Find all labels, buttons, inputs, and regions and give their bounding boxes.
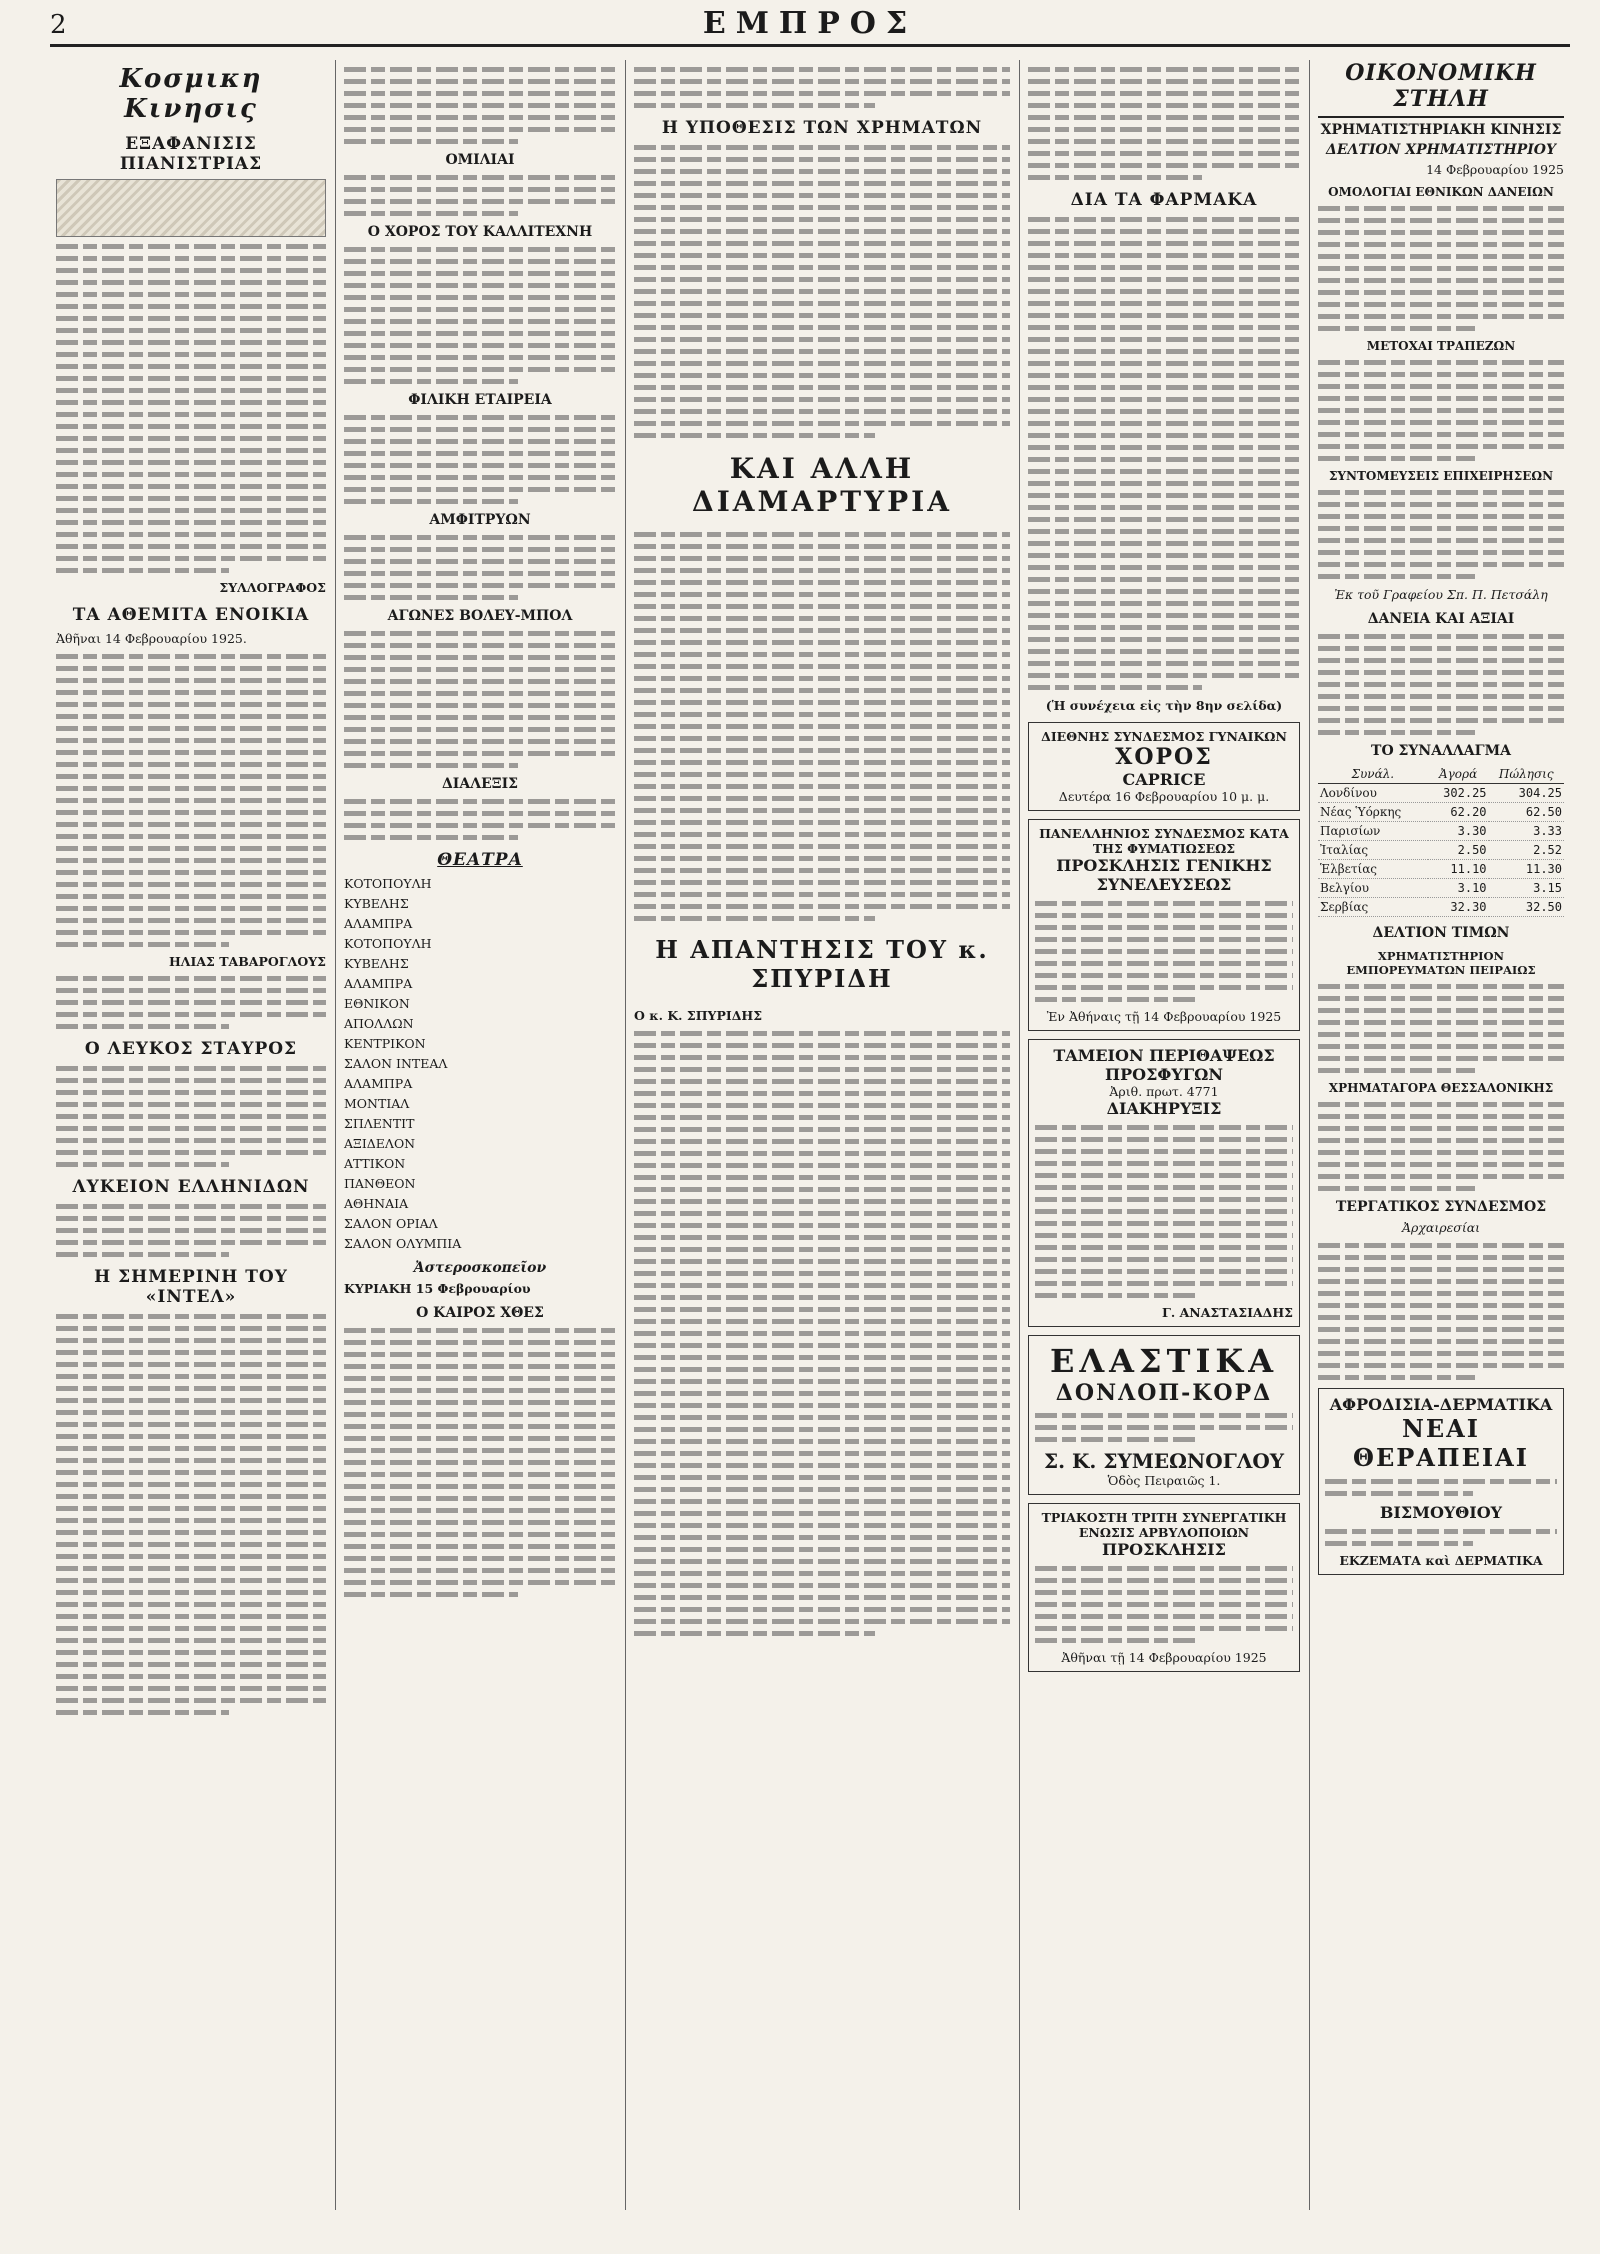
- exchange-cell-name: Βελγίου: [1318, 879, 1428, 898]
- ad-shoemakers: [1028, 1503, 1300, 1672]
- headline-exchange: ΤΟ ΣΥΝΑΛΛΑΓΜΑ: [1371, 743, 1511, 759]
- column-divider: [1309, 60, 1310, 2210]
- column-3: [628, 60, 1016, 2210]
- headline-volleyball: ΑΓΩΝΕΣ ΒΟΛΕΥ-ΜΠΟΛ: [387, 608, 573, 624]
- theatre-listing: ΑΠΟΛΛΩΝ: [344, 1016, 414, 1031]
- headline-money-affair: Η ΥΠΟΘΕΣΙΣ ΤΩΝ ΧΡΗΜΑΤΩΝ: [661, 118, 983, 138]
- headline-friendly-society: ΦΙΛΙΚΗ ΕΤΑΙΡΕΙΑ: [408, 392, 552, 408]
- article-body: [634, 1031, 1010, 1636]
- bulletin-title: ΔΕΛΤΙΟΝ ΧΡΗΜΑΤΙΣΤΗΡΙΟΥ: [1326, 142, 1556, 158]
- theatre-listing: ΚΟΤΟΠΟΥΛΗ: [344, 876, 432, 891]
- signature: ΣΥΛΛΟΓΡΑΦΟΣ: [219, 580, 326, 595]
- exchange-cell-sell: 62.50: [1489, 803, 1564, 822]
- article-body: [56, 654, 326, 947]
- ad-subtitle: ΝΕΑΙ ΘΕΡΑΠΕΙΑΙ: [1353, 1414, 1529, 1472]
- column-divider: [335, 60, 336, 2210]
- table-row: [1318, 879, 1564, 898]
- table-row: [1318, 803, 1564, 822]
- ad-title: ΠΡΟΣΚΛΗΣΙΣ ΓΕΝΙΚΗΣ ΣΥΝΕΛΕΥΣΕΩΣ: [1056, 856, 1272, 894]
- salonica-heading: ΧΡΗΜΑΤΑΓΟΡΑ ΘΕΣΣΑΛΟΝΙΚΗΣ: [1328, 1081, 1554, 1095]
- exchange-cell-buy: 11.10: [1428, 860, 1489, 879]
- article-body: [634, 145, 1010, 438]
- column-divider: [625, 60, 626, 2210]
- ad-tuberculosis-union: [1028, 819, 1300, 1031]
- theatre-listing: ΑΛΑΜΠΡΑ: [344, 916, 413, 931]
- exchange-cell-sell: 3.33: [1489, 822, 1564, 841]
- exchange-cell-buy: 302.25: [1428, 784, 1489, 803]
- headline-prices: ΔΕΛΤΙΟΝ ΤΙΜΩΝ: [1372, 925, 1510, 941]
- headline-medicines: ΔΙΑ ΤΑ ΦΑΡΜΑΚΑ: [1070, 190, 1258, 210]
- ad-body: ΕΚΖΕΜΑΤΑ καὶ ΔΕΡΜΑΤΙΚΑ: [1339, 1553, 1543, 1568]
- headline-weather: Ο ΚΑΙΡΟΣ ΧΘΕΣ: [416, 1305, 544, 1321]
- financial-column-title: ΟΙΚΟΝΟΜΙΚΗ ΣΤΗΛΗ: [1318, 60, 1564, 118]
- headline-lyceum: ΛΥΚΕΙΟΝ ΕΛΛΗΝΙΔΩΝ: [72, 1177, 310, 1197]
- ad-venue: CAPRICE: [1122, 770, 1206, 789]
- masthead-rule: [50, 44, 1570, 47]
- theatre-listing: ΑΘΗΝΑΙΑ: [344, 1196, 409, 1211]
- continuation-note: (Ἡ συνέχεια εἰς τὴν 8ην σελίδα): [1045, 698, 1283, 713]
- masthead: [50, 0, 1570, 52]
- headline-pianist: ΕΞΑΦΑΝΙΣΙΣ ΠΙΑΝΙΣΤΡΙΑΣ: [119, 134, 263, 174]
- theatre-listing: ΑΞΙΔΕΛΟΝ: [344, 1136, 416, 1151]
- exchange-cell-name: Σερβίας: [1318, 898, 1428, 917]
- price-list: [1318, 360, 1564, 461]
- dateline: Ἀθῆναι 14 Φεβρουαρίου 1925.: [56, 631, 247, 646]
- exchange-cell-buy: 3.10: [1428, 879, 1489, 898]
- bulletin-date: 14 Φεβρουαρίου 1925: [1426, 162, 1564, 177]
- ad-address: Ὁδὸς Πειραιῶς 1.: [1107, 1473, 1221, 1488]
- article-lead: Ο κ. Κ. ΣΠΥΡΙΔΗΣ: [634, 1008, 763, 1023]
- theatre-listing: ΣΑΛΟΝ ΙΝΤΕΑΛ: [344, 1056, 448, 1071]
- column-header: Πώλησις: [1489, 765, 1564, 784]
- financial-subtitle: ΧΡΗΜΑΤΙΣΤΗΡΙΑΚΗ ΚΙΝΗΣΙΣ: [1320, 122, 1562, 138]
- headline-rents: ΤΑ ΑΘΕΜΙΤΑ ΕΝΟΙΚΙΑ: [72, 605, 310, 625]
- observatory-date: ΚΥΡΙΑΚΗ 15 Φεβρουαρίου: [344, 1281, 531, 1296]
- article-body: [56, 1314, 326, 1715]
- ad-title: ΑΦΡΟΔΙΣΙΑ-ΔΕΡΜΑΤΙΚΑ: [1329, 1395, 1553, 1414]
- ad-title: ΕΛΑΣΤΙΚΑ: [1049, 1342, 1279, 1380]
- ad-footer: Ἐν Ἀθήναις τῇ 14 Φεβρουαρίου 1925: [1046, 1009, 1282, 1024]
- article-body: [1028, 217, 1300, 690]
- ad-date: Δευτέρα 16 Φεβρουαρίου 10 μ. μ.: [1058, 789, 1270, 804]
- column-1: [50, 60, 332, 2210]
- column-5: [1312, 60, 1570, 2210]
- article-body: [1318, 634, 1564, 735]
- theatre-listing: ΑΛΑΜΠΡΑ: [344, 976, 413, 991]
- exchange-cell-sell: 304.25: [1489, 784, 1564, 803]
- article-body: [56, 976, 326, 1029]
- exchange-cell-buy: 32.30: [1428, 898, 1489, 917]
- headline-white-cross: Ο ΛΕΥΚΟΣ ΣΤΑΥΡΟΣ: [84, 1039, 298, 1059]
- article-body: [344, 799, 616, 840]
- exchange-cell-buy: 2.50: [1428, 841, 1489, 860]
- price-list: [1318, 206, 1564, 331]
- theatre-listing: ΕΘΝΙΚΟΝ: [344, 996, 410, 1011]
- table-row: [1318, 784, 1564, 803]
- ad-dermatology: [1318, 1388, 1564, 1575]
- source-note: Ἐκ τοῦ Γραφείου Σπ. Π. Πετσάλη: [1334, 587, 1548, 602]
- exchange-cell-buy: 62.20: [1428, 803, 1489, 822]
- article-body: [344, 631, 616, 768]
- exchange-cell-name: Παρισίων: [1318, 822, 1428, 841]
- exchange-cell-sell: 32.50: [1489, 898, 1564, 917]
- exchange-cell-name: Ἰταλίας: [1318, 841, 1428, 860]
- article-body: [344, 175, 616, 216]
- ad-womens-union: [1028, 722, 1300, 811]
- ad-org: ΠΑΝΕΛΛΗΝΙΟΣ ΣΥΝΔΕΣΜΟΣ ΚΑΤΑ ΤΗΣ ΦΥΜΑΤΙΩΣΕΩΣ: [1039, 826, 1289, 856]
- loans-heading: ΟΜΟΛΟΓΙΑΙ ΕΘΝΙΚΩΝ ΔΑΝΕΙΩΝ: [1328, 185, 1554, 199]
- ad-tyres: [1028, 1335, 1300, 1495]
- theatre-list: [344, 875, 616, 1252]
- union-sub: Ἀρχαιρεσίαι: [1401, 1220, 1481, 1235]
- article-body: [344, 247, 616, 384]
- newspaper-title: ΕΜΠΡΟΣ: [702, 6, 918, 41]
- table-row: [1318, 860, 1564, 879]
- section-banner: Κοσμικη Κινησις: [119, 64, 263, 124]
- exchange-cell-sell: 2.52: [1489, 841, 1564, 860]
- ad-title: ΤΡΙΑΚΟΣΤΗ ΤΡΙΤΗ ΣΥΝΕΡΓΑΤΙΚΗ ΕΝΩΣΙΣ ΑΡΒΥΛΟΠΟΙΩΝ: [1041, 1510, 1287, 1540]
- ad-date: Ἀθῆναι τῇ 14 Φεβρουαρίου 1925: [1061, 1650, 1267, 1665]
- headline-theatres: ΘΕΑΤΡΑ: [437, 850, 523, 870]
- headline-host: ΑΜΦΙΤΡΥΩΝ: [429, 512, 531, 528]
- column-divider: [1019, 60, 1020, 2210]
- article-body: [634, 67, 1010, 108]
- article-body: [344, 415, 616, 504]
- prices-subhead: ΧΡΗΜΑΤΙΣΤΗΡΙΟΝ ΕΜΠΟΡΕΥΜΑΤΩΝ ΠΕΙΡΑΙΩΣ: [1346, 949, 1536, 977]
- page-number: 2: [50, 10, 67, 40]
- theatre-listing: ΚΥΒΕΛΗΣ: [344, 896, 409, 911]
- column-4: [1022, 60, 1306, 2210]
- article-body: [1318, 984, 1564, 1073]
- businesses-heading: ΣΥΝΤΟΜΕΥΣΕΙΣ ΕΠΙΧΕΙΡΗΣΕΩΝ: [1328, 469, 1554, 483]
- exchange-cell-name: Νέας Ὑόρκης: [1318, 803, 1428, 822]
- ad-org: ΤΑΜΕΙΟΝ ΠΕΡΙΘΑΨΕΩΣ ΠΡΟΣΦΥΓΩΝ: [1053, 1046, 1275, 1084]
- illustration: [56, 179, 326, 237]
- exchange-cell-name: Ἑλβετίας: [1318, 860, 1428, 879]
- headline-observatory: Ἀστεροσκοπεῖον: [413, 1260, 547, 1276]
- theatre-listing: ΣΑΛΟΝ ΟΛΥΜΠΙΑ: [344, 1236, 462, 1251]
- headline-union: ΤΕΡΓΑΤΙΚΟΣ ΣΥΝΔΕΣΜΟΣ: [1335, 1199, 1547, 1215]
- column-2: [338, 60, 622, 2210]
- ad-refugee-fund: [1028, 1039, 1300, 1327]
- exchange-table: [1318, 765, 1564, 917]
- theatre-listing: ΣΑΛΟΝ ΟΡΙΑΛ: [344, 1216, 438, 1231]
- ad-brand: ΒΙΣΜΟΥΘΙΟΥ: [1379, 1503, 1503, 1522]
- headline-spyridis-reply: Η ΑΠΑΝΤΗΣΙΣ ΤΟΥ κ. ΣΠΥΡΙΔΗ: [655, 935, 989, 993]
- theatre-listing: ΑΛΑΜΠΡΑ: [344, 1076, 413, 1091]
- ad-subtitle: ΠΡΟΣΚΛΗΣΙΣ: [1102, 1540, 1226, 1559]
- headline-loans: ΔΑΝΕΙΑ ΚΑΙ ΑΞΙΑΙ: [1367, 611, 1515, 627]
- article-body: [56, 1204, 326, 1257]
- ad-title: ΔΙΑΚΗΡΥΞΙΣ: [1106, 1099, 1222, 1118]
- exchange-cell-sell: 3.15: [1489, 879, 1564, 898]
- column-header: Ἀγορά: [1428, 765, 1489, 784]
- column-header: Συνάλ.: [1318, 765, 1428, 784]
- ad-dealer: Σ. Κ. ΣΥΜΕΩΝΟΓΛΟΥ: [1043, 1449, 1285, 1473]
- article-body: [1028, 67, 1300, 180]
- ad-brand: ΔΟΝΛΟΠ-ΚΟΡΔ: [1055, 1380, 1273, 1406]
- theatre-listing: ΚΕΝΤΡΙΚΟΝ: [344, 1036, 426, 1051]
- exchange-cell-sell: 11.30: [1489, 860, 1564, 879]
- exchange-cell-name: Λονδίνου: [1318, 784, 1428, 803]
- headline-protest: ΚΑΙ ΑΛΛΗ ΔΙΑΜΑΡΤΥΡΙΑ: [691, 452, 953, 518]
- ad-number: Ἀριθ. πρωτ. 4771: [1109, 1084, 1219, 1099]
- theatre-listing: ΠΑΝΘΕΟΝ: [344, 1176, 416, 1191]
- article-body: [1318, 1102, 1564, 1191]
- headline-intel: Η ΣΗΜΕΡΙΝΗ ΤΟΥ «ΙΝΤΕΛ»: [94, 1267, 288, 1307]
- table-row: [1318, 841, 1564, 860]
- table-row: [1318, 822, 1564, 841]
- theatre-listing: ΚΟΤΟΠΟΥΛΗ: [344, 936, 432, 951]
- article-body: [344, 535, 616, 600]
- theatre-listing: ΚΥΒΕΛΗΣ: [344, 956, 409, 971]
- headline-lectures: ΟΜΙΛΙΑΙ: [445, 152, 515, 168]
- theatre-listing: ΑΤΤΙΚΟΝ: [344, 1156, 406, 1171]
- article-body: [1318, 1243, 1564, 1380]
- exchange-cell-buy: 3.30: [1428, 822, 1489, 841]
- theatre-listing: ΣΠΛΕΝΤΙΤ: [344, 1116, 415, 1131]
- article-body: [56, 1066, 326, 1167]
- ad-event: ΧΟΡΟΣ: [1115, 744, 1213, 770]
- shares-heading: ΜΕΤΟΧΑΙ ΤΡΑΠΕΖΩΝ: [1366, 339, 1516, 353]
- article-body: [344, 67, 616, 144]
- price-list: [1318, 490, 1564, 579]
- article-body: [634, 532, 1010, 921]
- article-body: [56, 244, 326, 573]
- ad-signer: Γ. ΑΝΑΣΤΑΣΙΑΔΗΣ: [1162, 1305, 1293, 1320]
- article-body: [344, 1328, 616, 1597]
- headline-artist-ball: Ο ΧΟΡΟΣ ΤΟΥ ΚΑΛΛΙΤΕΧΝΗ: [367, 224, 593, 240]
- ad-org: ΔΙΕΘΝΗΣ ΣΥΝΔΕΣΜΟΣ ΓΥΝΑΙΚΩΝ: [1041, 729, 1287, 744]
- theatre-listing: ΜΟΝΤΙΑΛ: [344, 1096, 410, 1111]
- headline-lecture: ΔΙΑΛΕΞΙΣ: [441, 776, 519, 792]
- table-row: [1318, 898, 1564, 917]
- signature: ΗΛΙΑΣ ΤΑΒΑΡΟΓΛΟΥΣ: [168, 954, 326, 969]
